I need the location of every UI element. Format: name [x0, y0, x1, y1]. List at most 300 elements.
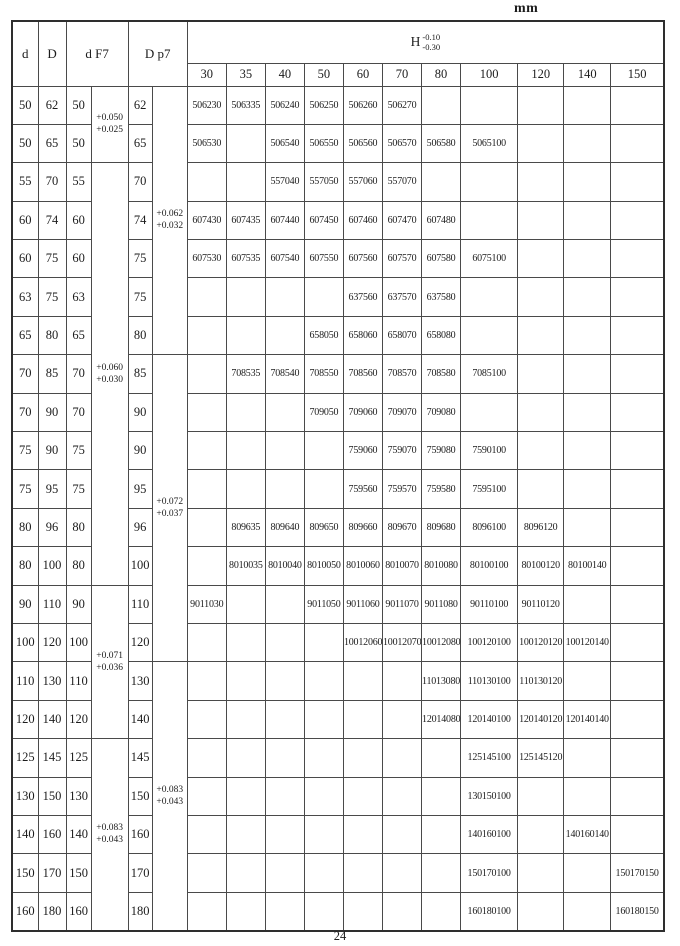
part-number-cell: 5065100	[461, 124, 518, 162]
Dp7-value-cell: 170	[128, 854, 152, 892]
part-number-cell: 120140100	[461, 700, 518, 738]
dF7-value-cell: 130	[66, 777, 91, 815]
part-number-cell	[304, 470, 343, 508]
d-value-cell: 50	[12, 124, 38, 162]
part-number-cell	[226, 124, 265, 162]
part-number-cell: 130150100	[461, 777, 518, 815]
part-number-cell: 607535	[226, 240, 265, 278]
part-number-cell	[265, 777, 304, 815]
part-number-cell: 607470	[382, 201, 421, 239]
part-number-cell: 120140120	[518, 700, 564, 738]
part-number-cell: 809635	[226, 508, 265, 546]
part-number-cell: 809640	[265, 508, 304, 546]
Dp7-value-cell: 140	[128, 700, 152, 738]
part-number-cell	[461, 393, 518, 431]
part-number-cell: 8096120	[518, 508, 564, 546]
Dp7-value-cell: 62	[128, 86, 152, 124]
part-number-cell	[226, 662, 265, 700]
dF7-value-cell: 63	[66, 278, 91, 316]
part-number-cell: 759070	[382, 432, 421, 470]
part-number-cell: 607430	[187, 201, 226, 239]
part-number-cell: 9011060	[343, 585, 382, 623]
part-number-cell: 607560	[343, 240, 382, 278]
column-header-H-tolerance	[187, 21, 664, 63]
part-number-cell	[564, 470, 611, 508]
part-number-cell: 6075100	[461, 240, 518, 278]
part-number-cell	[564, 432, 611, 470]
Dp7-value-cell: 75	[128, 278, 152, 316]
part-number-cell	[382, 662, 421, 700]
part-number-cell	[518, 278, 564, 316]
Dp7-value-cell: 90	[128, 432, 152, 470]
part-number-cell	[611, 86, 664, 124]
size-column-header: 150	[611, 63, 664, 86]
size-column-header: 50	[304, 63, 343, 86]
Dp7-tolerance-cell: +0.072 +0.037	[152, 355, 187, 662]
dF7-value-cell: 55	[66, 163, 91, 201]
part-number-cell	[226, 815, 265, 853]
d-value-cell: 50	[12, 86, 38, 124]
part-number-cell	[564, 508, 611, 546]
D-value-cell: 96	[38, 508, 66, 546]
part-number-cell: 709070	[382, 393, 421, 431]
d-value-cell: 160	[12, 892, 38, 930]
part-number-cell	[564, 662, 611, 700]
dF7-value-cell: 125	[66, 739, 91, 777]
part-number-cell	[265, 585, 304, 623]
part-number-cell: 9011080	[422, 585, 461, 623]
dF7-value-cell: 100	[66, 623, 91, 661]
D-value-cell: 140	[38, 700, 66, 738]
column-header-d: d	[12, 21, 38, 86]
part-number-cell	[382, 700, 421, 738]
part-number-cell: 506335	[226, 86, 265, 124]
part-number-cell: 8010035	[226, 547, 265, 585]
part-number-cell	[226, 777, 265, 815]
part-number-cell	[265, 316, 304, 354]
d-value-cell: 63	[12, 278, 38, 316]
part-number-cell: 8010060	[343, 547, 382, 585]
part-number-cell: 557070	[382, 163, 421, 201]
part-number-cell	[265, 700, 304, 738]
part-number-cell	[304, 623, 343, 661]
part-number-cell: 709080	[422, 393, 461, 431]
dF7-tolerance-cell: +0.083 +0.043	[91, 739, 128, 931]
part-number-cell	[518, 892, 564, 930]
part-number-cell: 708550	[304, 355, 343, 393]
part-number-cell	[564, 278, 611, 316]
part-number-cell	[382, 815, 421, 853]
part-number-cell	[611, 316, 664, 354]
part-number-cell	[611, 662, 664, 700]
part-number-cell	[518, 201, 564, 239]
part-number-cell: 506270	[382, 86, 421, 124]
Dp7-value-cell: 85	[128, 355, 152, 393]
Dp7-value-cell: 96	[128, 508, 152, 546]
part-number-cell: 80100100	[461, 547, 518, 585]
part-number-cell	[564, 124, 611, 162]
d-value-cell: 75	[12, 470, 38, 508]
part-number-cell	[226, 854, 265, 892]
dF7-value-cell: 160	[66, 892, 91, 930]
part-number-cell	[461, 201, 518, 239]
d-value-cell: 150	[12, 854, 38, 892]
part-number-cell	[611, 432, 664, 470]
part-number-cell	[304, 892, 343, 930]
size-column-header: 100	[461, 63, 518, 86]
d-value-cell: 140	[12, 815, 38, 853]
dF7-value-cell: 70	[66, 355, 91, 393]
d-value-cell: 75	[12, 432, 38, 470]
dF7-value-cell: 140	[66, 815, 91, 853]
part-number-cell	[564, 86, 611, 124]
Dp7-value-cell: 100	[128, 547, 152, 585]
part-number-cell	[265, 854, 304, 892]
part-number-cell: 150170100	[461, 854, 518, 892]
dF7-value-cell: 50	[66, 86, 91, 124]
part-number-cell: 708570	[382, 355, 421, 393]
part-number-cell: 160180150	[611, 892, 664, 930]
part-number-cell: 708580	[422, 355, 461, 393]
D-value-cell: 170	[38, 854, 66, 892]
D-value-cell: 130	[38, 662, 66, 700]
d-value-cell: 55	[12, 163, 38, 201]
unit-label: mm	[514, 1, 539, 16]
Dp7-value-cell: 110	[128, 585, 152, 623]
part-number-cell	[611, 124, 664, 162]
part-number-cell: 607540	[265, 240, 304, 278]
part-number-cell	[187, 470, 226, 508]
part-number-cell	[265, 815, 304, 853]
h-tolerance-stack	[422, 32, 440, 52]
part-number-cell: 709050	[304, 393, 343, 431]
size-column-header: 140	[564, 63, 611, 86]
part-number-cell: 110130120	[518, 662, 564, 700]
Dp7-tolerance-cell: +0.062 +0.032	[152, 86, 187, 355]
size-column-header: 70	[382, 63, 421, 86]
part-number-cell: 658070	[382, 316, 421, 354]
size-column-header: 30	[187, 63, 226, 86]
part-number-cell: 8010070	[382, 547, 421, 585]
part-number-cell	[265, 470, 304, 508]
part-number-cell	[187, 432, 226, 470]
part-number-cell: 607530	[187, 240, 226, 278]
part-number-cell	[518, 86, 564, 124]
Dp7-tolerance-cell: +0.083 +0.043	[152, 662, 187, 931]
part-number-cell	[187, 623, 226, 661]
part-number-cell	[564, 585, 611, 623]
part-number-cell: 11013080	[422, 662, 461, 700]
part-number-cell	[564, 355, 611, 393]
D-value-cell: 74	[38, 201, 66, 239]
column-header-dF7: d F7	[66, 21, 128, 86]
part-number-cell	[422, 739, 461, 777]
part-number-cell: 100120100	[461, 623, 518, 661]
part-number-cell: 8010080	[422, 547, 461, 585]
table-row	[12, 86, 664, 124]
part-number-cell	[187, 316, 226, 354]
part-number-cell: 557060	[343, 163, 382, 201]
part-number-cell: 607570	[382, 240, 421, 278]
part-number-cell: 709060	[343, 393, 382, 431]
part-number-cell: 506240	[265, 86, 304, 124]
part-number-cell	[226, 585, 265, 623]
part-number-cell	[611, 278, 664, 316]
Dp7-value-cell: 74	[128, 201, 152, 239]
part-number-cell	[461, 316, 518, 354]
part-number-cell: 658080	[422, 316, 461, 354]
Dp7-value-cell: 145	[128, 739, 152, 777]
part-number-cell	[382, 777, 421, 815]
dF7-value-cell: 75	[66, 470, 91, 508]
dF7-value-cell: 150	[66, 854, 91, 892]
part-number-cell: 506530	[187, 124, 226, 162]
part-number-cell	[564, 854, 611, 892]
part-number-cell	[187, 547, 226, 585]
h-upper-deviation: -0.10	[422, 32, 441, 43]
table-row	[12, 585, 664, 623]
part-number-cell	[382, 854, 421, 892]
part-number-cell	[187, 777, 226, 815]
part-number-cell: 557050	[304, 163, 343, 201]
part-number-cell: 637580	[422, 278, 461, 316]
part-number-cell	[611, 163, 664, 201]
part-number-cell: 759570	[382, 470, 421, 508]
part-number-cell	[187, 815, 226, 853]
part-number-cell: 80100140	[564, 547, 611, 585]
part-number-cell	[422, 854, 461, 892]
part-number-cell: 809660	[343, 508, 382, 546]
part-number-cell	[304, 662, 343, 700]
part-number-cell: 9011030	[187, 585, 226, 623]
dF7-value-cell: 60	[66, 201, 91, 239]
part-number-cell: 8096100	[461, 508, 518, 546]
D-value-cell: 90	[38, 432, 66, 470]
part-number-cell: 9011070	[382, 585, 421, 623]
part-number-cell	[304, 854, 343, 892]
part-number-cell: 759580	[422, 470, 461, 508]
part-number-cell	[187, 892, 226, 930]
d-value-cell: 120	[12, 700, 38, 738]
part-number-cell	[518, 470, 564, 508]
part-number-cell: 708560	[343, 355, 382, 393]
part-number-cell	[564, 316, 611, 354]
part-number-cell: 10012070	[382, 623, 421, 661]
part-number-cell	[226, 316, 265, 354]
d-value-cell: 70	[12, 355, 38, 393]
dF7-tolerance-cell: +0.060 +0.030	[91, 163, 128, 585]
part-number-cell	[611, 700, 664, 738]
h-lower-deviation: -0.30	[422, 42, 441, 53]
part-number-cell: 10012060	[343, 623, 382, 661]
part-number-cell	[343, 662, 382, 700]
part-number-cell	[564, 240, 611, 278]
size-column-header: 80	[422, 63, 461, 86]
table-row	[12, 163, 664, 201]
part-number-cell: 607580	[422, 240, 461, 278]
Dp7-value-cell: 120	[128, 623, 152, 661]
part-number-cell	[265, 432, 304, 470]
part-number-cell	[564, 201, 611, 239]
d-value-cell: 90	[12, 585, 38, 623]
part-number-cell: 708535	[226, 355, 265, 393]
part-number-cell	[187, 393, 226, 431]
D-value-cell: 85	[38, 355, 66, 393]
part-number-cell	[611, 508, 664, 546]
D-value-cell: 75	[38, 240, 66, 278]
D-value-cell: 90	[38, 393, 66, 431]
part-number-cell: 160180100	[461, 892, 518, 930]
part-number-cell: 759560	[343, 470, 382, 508]
part-number-cell: 607435	[226, 201, 265, 239]
dF7-value-cell: 65	[66, 316, 91, 354]
part-number-cell: 506560	[343, 124, 382, 162]
part-number-cell: 708540	[265, 355, 304, 393]
part-number-cell	[265, 739, 304, 777]
Dp7-value-cell: 65	[128, 124, 152, 162]
table-row	[12, 739, 664, 777]
D-value-cell: 75	[38, 278, 66, 316]
part-number-cell	[518, 777, 564, 815]
part-number-cell: 10012080	[422, 623, 461, 661]
part-number-cell	[611, 585, 664, 623]
part-number-cell: 90110100	[461, 585, 518, 623]
part-number-cell	[518, 393, 564, 431]
Dp7-value-cell: 130	[128, 662, 152, 700]
Dp7-value-cell: 150	[128, 777, 152, 815]
part-number-cell	[611, 777, 664, 815]
part-number-cell	[226, 278, 265, 316]
D-value-cell: 70	[38, 163, 66, 201]
part-number-cell	[564, 163, 611, 201]
part-number-cell	[422, 86, 461, 124]
part-number-cell	[265, 662, 304, 700]
part-number-cell	[382, 739, 421, 777]
D-value-cell: 95	[38, 470, 66, 508]
part-number-cell	[304, 739, 343, 777]
part-number-cell	[226, 163, 265, 201]
part-number-cell	[611, 355, 664, 393]
part-number-cell	[226, 623, 265, 661]
part-number-cell: 637570	[382, 278, 421, 316]
column-header-D: D	[38, 21, 66, 86]
part-number-cell	[187, 278, 226, 316]
part-number-cell	[422, 892, 461, 930]
part-number-cell	[564, 739, 611, 777]
size-column-header: 60	[343, 63, 382, 86]
part-number-cell: 809670	[382, 508, 421, 546]
part-number-cell	[611, 393, 664, 431]
d-value-cell: 60	[12, 201, 38, 239]
D-value-cell: 150	[38, 777, 66, 815]
Dp7-value-cell: 95	[128, 470, 152, 508]
Dp7-value-cell: 80	[128, 316, 152, 354]
part-number-cell: 100120120	[518, 623, 564, 661]
part-number-cell: 607460	[343, 201, 382, 239]
column-header-Dp7: D p7	[128, 21, 187, 86]
part-number-cell	[343, 892, 382, 930]
part-number-cell	[518, 316, 564, 354]
part-number-cell	[382, 892, 421, 930]
part-number-cell: 809650	[304, 508, 343, 546]
part-number-cell: 506550	[304, 124, 343, 162]
part-number-cell	[187, 739, 226, 777]
part-number-cell: 809680	[422, 508, 461, 546]
dF7-value-cell: 80	[66, 547, 91, 585]
part-number-cell	[187, 854, 226, 892]
part-number-cell	[187, 508, 226, 546]
part-number-cell: 7085100	[461, 355, 518, 393]
part-number-cell	[343, 815, 382, 853]
D-value-cell: 180	[38, 892, 66, 930]
d-value-cell: 70	[12, 393, 38, 431]
Dp7-value-cell: 180	[128, 892, 152, 930]
part-number-cell	[518, 355, 564, 393]
part-number-cell	[265, 393, 304, 431]
page-number: 24	[333, 929, 347, 943]
part-number-cell	[304, 278, 343, 316]
D-value-cell: 62	[38, 86, 66, 124]
part-number-cell	[226, 470, 265, 508]
d-value-cell: 80	[12, 547, 38, 585]
d-value-cell: 60	[12, 240, 38, 278]
part-number-cell: 637560	[343, 278, 382, 316]
part-number-cell	[518, 815, 564, 853]
part-number-cell: 80100120	[518, 547, 564, 585]
D-value-cell: 145	[38, 739, 66, 777]
dF7-value-cell: 60	[66, 240, 91, 278]
dF7-value-cell: 110	[66, 662, 91, 700]
dF7-tolerance-cell: +0.071 +0.036	[91, 585, 128, 739]
part-number-cell	[226, 700, 265, 738]
part-number-cell	[304, 432, 343, 470]
dF7-value-cell: 90	[66, 585, 91, 623]
part-number-cell: 110130100	[461, 662, 518, 700]
dF7-value-cell: 80	[66, 508, 91, 546]
part-number-cell	[343, 739, 382, 777]
d-value-cell: 110	[12, 662, 38, 700]
part-number-cell: 140160100	[461, 815, 518, 853]
part-number-cell	[226, 393, 265, 431]
part-number-cell: 120140140	[564, 700, 611, 738]
part-number-cell	[187, 355, 226, 393]
D-value-cell: 65	[38, 124, 66, 162]
d-value-cell: 100	[12, 623, 38, 661]
part-number-cell	[564, 892, 611, 930]
part-number-cell: 140160140	[564, 815, 611, 853]
part-number-cell	[304, 815, 343, 853]
part-number-cell	[518, 240, 564, 278]
part-number-cell: 658060	[343, 316, 382, 354]
D-value-cell: 80	[38, 316, 66, 354]
part-number-cell	[343, 854, 382, 892]
Dp7-value-cell: 90	[128, 393, 152, 431]
part-number-cell: 557040	[265, 163, 304, 201]
part-number-cell: 759060	[343, 432, 382, 470]
part-number-cell: 607450	[304, 201, 343, 239]
part-number-cell: 150170150	[611, 854, 664, 892]
part-number-cell	[187, 700, 226, 738]
part-number-cell	[461, 278, 518, 316]
D-value-cell: 100	[38, 547, 66, 585]
part-number-cell	[611, 739, 664, 777]
part-number-cell: 8010050	[304, 547, 343, 585]
part-number-cell	[265, 892, 304, 930]
part-number-cell: 506230	[187, 86, 226, 124]
h-symbol: H	[410, 34, 421, 50]
part-number-cell: 506580	[422, 124, 461, 162]
part-number-cell: 506570	[382, 124, 421, 162]
